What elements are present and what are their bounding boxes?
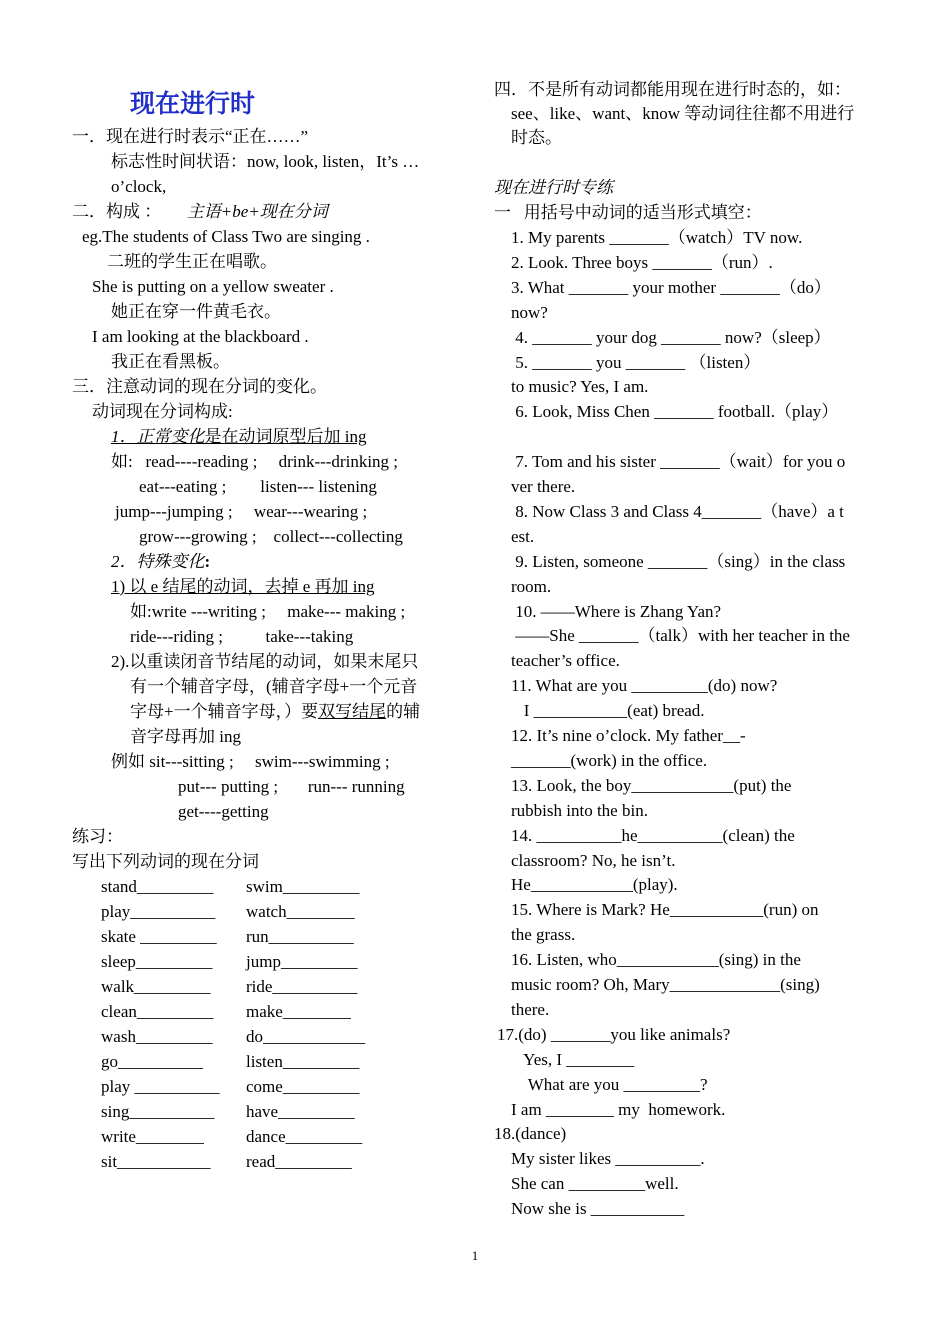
verb-blank: write________ <box>101 1127 204 1146</box>
rule-2-italic: 特殊变化 <box>136 552 205 571</box>
exercise-line: Now she is ___________ <box>511 1199 685 1219</box>
rule-1-title <box>111 427 366 447</box>
exercise-line: 12. It’s nine o’clock. My father__- <box>511 726 746 745</box>
rule-1-example-2: eat---eating ; listen--- listening <box>139 477 377 496</box>
section-2-prefix: 二．构成 ： <box>72 202 162 221</box>
exercise-line: 10. ——Where is Zhang Yan? <box>511 601 722 621</box>
verb-blank: sing__________ <box>101 1102 215 1121</box>
exercise-line: there. <box>511 999 550 1019</box>
practice-heading: 练习： <box>72 827 123 846</box>
section-4-line-2: see、like、want、know 等动词往往都不用进行 <box>511 104 855 123</box>
verb-blank: play __________ <box>101 1077 220 1096</box>
section-1-line-2: 标志性时间状语：now, look, listen，It’s … <box>111 152 420 171</box>
section-2-formula: 主语+be+现在分词 <box>186 202 328 221</box>
rule-2a-title: 1) 以 e 结尾的动词，去掉 e 再加 ing <box>111 577 375 596</box>
verb-blank: go__________ <box>101 1052 203 1071</box>
page-title: 现在进行时 <box>130 89 256 118</box>
verb-blank: jump_________ <box>246 952 358 971</box>
exercise-line: 17.(do) _______you like animals? <box>497 1024 731 1044</box>
verb-blank: swim_________ <box>246 877 360 896</box>
rule-2b-line-3 <box>130 702 420 722</box>
rule-2-colon: : <box>204 552 211 571</box>
section-1-line-1: 一．现在进行时表示“正在……” <box>72 127 309 146</box>
exercise-line: now? <box>511 302 548 322</box>
verb-blank: clean_________ <box>101 1002 214 1021</box>
exercise-line: room. <box>511 576 552 596</box>
rule-2b-line-2: 有一个辅音字母，(辅音字母+一个元音 <box>130 677 418 696</box>
verb-blank: come_________ <box>246 1077 360 1096</box>
exercise-line: 15. Where is Mark? He___________(run) on <box>511 900 819 920</box>
exercise-line: rubbish into the bin. <box>511 800 648 820</box>
example-2-chinese: 她正在穿一件黄毛衣。 <box>111 302 281 321</box>
exercise-line: to music? Yes, I am. <box>511 377 649 397</box>
exercise-line: 11. What are you _________(do) now? <box>511 676 778 696</box>
example-1-english: eg.The students of Class Two are singing . <box>82 227 370 246</box>
exercise-line: I ___________(eat) bread. <box>511 701 705 721</box>
verb-blank: do____________ <box>246 1027 365 1046</box>
rule-1-italic: 正常变化 <box>136 427 205 446</box>
page-number: 1 <box>471 1248 479 1263</box>
exercise-line: Yes, I ________ <box>511 1049 635 1069</box>
exercise-line: the grass. <box>511 925 576 945</box>
section-1-line-3: o’clock, <box>111 177 167 196</box>
rule-2a-example-1: 如:write ---writing ; make--- making ; <box>130 602 406 621</box>
verb-blank: wash_________ <box>101 1027 213 1046</box>
rule-1-example-3: jump---jumping ; wear---wearing ; <box>115 502 368 521</box>
practice-subheading: 写出下列动词的现在分词 <box>72 852 259 871</box>
exercise-title: 现在进行时专练 <box>494 178 613 197</box>
exercise-line: He____________(play). <box>511 875 678 895</box>
exercise-line: est. <box>511 526 535 546</box>
verb-blank: sleep_________ <box>101 952 213 971</box>
rule-1-example-4: grow---growing ; collect---collecting <box>139 527 403 546</box>
exercise-line: ver there. <box>511 477 576 496</box>
verb-blank: skate _________ <box>101 927 217 946</box>
exercise-line: What are you _________? <box>511 1074 708 1094</box>
section-3-subtitle: 动词现在分词构成: <box>92 402 233 421</box>
section-4-line-3: 时态。 <box>511 128 562 147</box>
rule-1-example-1: 如: read----reading ; drink---drinking ; <box>111 452 399 471</box>
exercise-line: teacher’s office. <box>511 651 620 671</box>
exercise-line: 1. My parents _______（watch）TV now. <box>511 228 803 247</box>
exercise-line: My sister likes __________. <box>511 1149 705 1169</box>
rule-2b-example-1: 例如 sit---sitting ; swim---swimming ; <box>111 752 390 771</box>
rule-1-number: 1． <box>111 427 137 446</box>
rule-2b-line-1: 2).以重读闭音节结尾的动词，如果末尾只 <box>111 652 419 671</box>
exercise-line: 14. __________he__________(clean) the <box>511 825 795 845</box>
rule-2a-example-2: ride---riding ; take---taking <box>130 627 354 646</box>
example-1-chinese: 二班的学生正在唱歌。 <box>107 252 277 271</box>
rule-1-rest: 是在动词原型后加 ing <box>204 427 367 446</box>
section-2-heading <box>72 202 328 222</box>
rule-2b-example-2: put--- putting ; run--- running <box>178 777 405 796</box>
verb-blank: ride__________ <box>246 977 358 996</box>
rule-2b-example-3: get----getting <box>178 802 269 821</box>
verb-blank: listen_________ <box>246 1052 360 1071</box>
section-4-line-1: 四．不是所有动词都能用现在进行时态的，如： <box>494 80 851 99</box>
exercise-line: She can _________well. <box>511 1174 679 1194</box>
verb-blank: have_________ <box>246 1102 355 1121</box>
example-2-english: She is putting on a yellow sweater . <box>92 277 334 296</box>
exercise-line: _______(work) in the office. <box>511 750 708 770</box>
rule-2b-line-4: 音字母再加 ing <box>130 727 241 746</box>
rule-2b-line-3-pre: 字母+一个辅音字母，）要 <box>130 702 319 721</box>
exercise-instruction: 一 用括号中动词的适当形式填空： <box>494 203 762 222</box>
verb-blank: run__________ <box>246 927 354 946</box>
exercise-line: 13. Look, the boy____________(put) the <box>511 775 792 795</box>
exercise-line: 5. _______ you _______ （listen） <box>511 352 761 372</box>
exercise-line: 18.(dance) <box>494 1124 567 1144</box>
example-3-chinese: 我正在看黑板。 <box>111 352 230 371</box>
exercise-line: music room? Oh, Mary_____________(sing) <box>511 975 820 994</box>
exercise-line: 16. Listen, who____________(sing) in the <box>511 950 801 970</box>
exercise-line: 9. Listen, someone _______（sing）in the class <box>511 551 846 571</box>
rule-2-number: 2． <box>111 552 137 571</box>
rule-2-title <box>111 552 210 572</box>
verb-blank: read_________ <box>246 1152 352 1171</box>
verb-blank: sit___________ <box>101 1152 211 1171</box>
section-3-title: 三．注意动词的现在分词的变化。 <box>72 377 327 396</box>
example-3-english: I am looking at the blackboard . <box>92 327 309 346</box>
exercise-line: 7. Tom and his sister _______（wait）for you o <box>511 452 846 472</box>
verb-blank: make________ <box>246 1002 351 1021</box>
rule-2b-line-3-post: 的辅 <box>386 702 421 721</box>
exercise-line: I am ________ my homework. <box>511 1099 726 1119</box>
exercise-line: 4. _______ your dog _______ now?（sleep） <box>511 327 831 347</box>
rule-2b-line-3-underline: 双写结尾 <box>318 702 387 721</box>
exercise-line: ——She _______（talk）with her teacher in the <box>511 626 850 646</box>
verb-blank: walk_________ <box>101 977 211 996</box>
exercise-line: 2. Look. Three boys _______（run）. <box>511 252 773 272</box>
exercise-line: 3. What _______ your mother _______（do） <box>511 277 831 297</box>
exercise-line: 8. Now Class 3 and Class 4_______（have）a t <box>511 501 844 521</box>
verb-blank: stand_________ <box>101 877 214 896</box>
verb-blank: watch________ <box>246 902 355 921</box>
verb-blank: play__________ <box>101 902 216 921</box>
exercise-line: classroom? No, he isn’t. <box>511 850 676 870</box>
verb-blank: dance_________ <box>246 1127 363 1146</box>
exercise-line: 6. Look, Miss Chen _______ football.（play） <box>511 402 839 422</box>
